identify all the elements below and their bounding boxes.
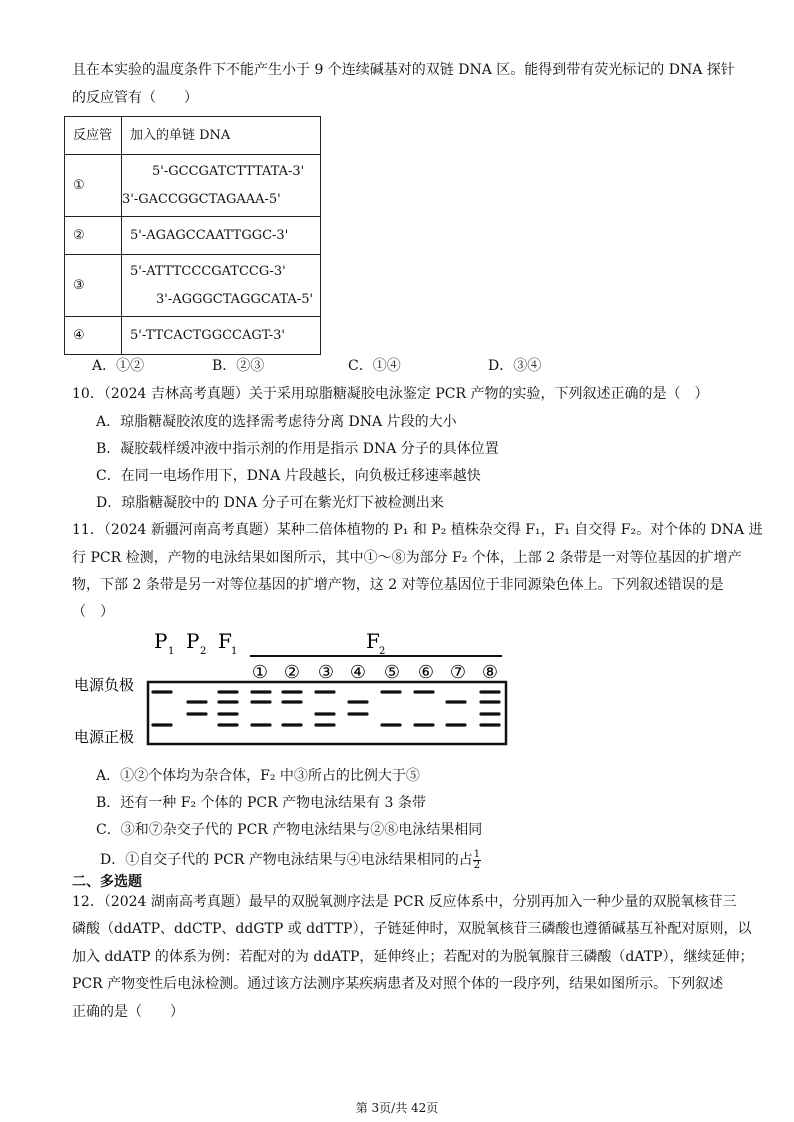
p2-label: P (186, 629, 200, 653)
q10-stem: 10．（2024 吉林高考真题）关于采用琼脂糖凝胶电泳鉴定 PCR 产物的实验，下列叙述正确的是（ ） (72, 386, 709, 402)
lane-number-label: ② (283, 662, 301, 683)
lane-number-label: ⑧ (481, 662, 499, 683)
lane-number-label: ⑥ (417, 662, 435, 683)
q9-option-d: D．③④ (488, 358, 542, 374)
table-cell-seq: 3'-AGGGCTAGGCATA-5' (156, 291, 314, 307)
table-cell-tube: ④ (65, 317, 122, 355)
intro-line-1: 且在本实验的温度条件下不能产生小于 9 个连续碱基对的双链 DNA 区。能得到带有荧光标记的 DNA 探针 (72, 62, 735, 78)
q11-option-d (100, 846, 481, 874)
table-header-tube: 反应管 (65, 117, 122, 155)
electrophoresis-figure (70, 626, 520, 758)
lane-number-label: ① (251, 662, 269, 683)
q10-option-a: A．琼脂糖凝胶浓度的选择需考虑待分离 DNA 片段的大小 (96, 414, 457, 430)
q12-line: 正确的是（ ） (72, 1004, 184, 1020)
q10-option-c: C．在同一电场作用下，DNA 片段越长，向负极迁移速率越快 (96, 468, 481, 484)
q12-line: PCR 产物变性后电泳检测。通过该方法测序某疾病患者及对照个体的一段序列，结果如图所示。下列叙述 (72, 976, 724, 992)
f2-subscript: 2 (379, 646, 386, 657)
p2-subscript: 2 (200, 646, 207, 657)
q11-option-a: A．①②个体均为杂合体，F₂ 中③所占的比例大于⑤ (96, 768, 420, 784)
fraction-numerator: 1 (473, 848, 481, 860)
table-cell-tube: ③ (65, 255, 122, 317)
intro-line-2: 的反应管有（ ） (72, 90, 198, 106)
q9-option-c: C．①④ (348, 358, 401, 374)
table-cell-tube: ① (65, 155, 122, 217)
table-cell-tube: ② (65, 217, 122, 255)
q10-option-d: D．琼脂糖凝胶中的 DNA 分子可在紫光灯下被检测出来 (96, 495, 444, 511)
q9-option-b: B．②③ (212, 358, 265, 374)
table-cell-seq: 3'-GACCGGCTAGAAA-5' (122, 191, 281, 207)
page-footer: 第 3页/共 42页 (355, 1101, 439, 1115)
q12-line: 加入 ddATP 的体系为例：若配对的为 ddATP，延伸终止；若配对的为脱氧腺苷三磷酸（dATP），继续延伸； (72, 949, 754, 965)
q11-option-c: C．③和⑦杂交子代的 PCR 产物电泳结果与②⑧电泳结果相同 (96, 822, 483, 838)
q11-stem-line: 物，下部 2 条带是另一对等位基因的扩增产物，这 2 对等位基因位于非同源染色体上。下列叙述错误的是 (72, 577, 724, 593)
q11-stem-line: 行 PCR 检测，产物的电泳结果如图所示，其中①～⑧为部分 F₂ 个体，上部 2 条带是一对等位基因的扩增产 (72, 550, 742, 566)
q11-option-d-text: D．①自交子代的 PCR 产物电泳结果与④电泳结果相同的占 (100, 852, 473, 868)
q10-option-b: B．凝胶载样缓冲液中指示剂的作用是指示 DNA 分子的具体位置 (96, 441, 499, 457)
positive-pole-label: 电源正极 (74, 728, 135, 746)
p1-subscript: 1 (168, 646, 175, 657)
negative-pole-label: 电源负极 (74, 676, 135, 694)
q11-stem-line: （ ） (72, 604, 114, 620)
table-cell-seq: 5'-AGAGCCAATTGGC-3' (130, 227, 289, 243)
q12-line: 磷酸（ddATP、ddCTP、ddGTP 或 ddTTP），子链延伸时，双脱氧核苷三磷酸也遵循碱基互补配对原则，以 (72, 921, 752, 937)
table-cell-seq: 5'-GCCGATCTTTATA-3' (152, 163, 305, 179)
q9-option-a: A．①② (92, 358, 145, 374)
table-cell-seq: 5'-ATTTCCCGATCCG-3' (130, 263, 286, 279)
lane-number-label: ③ (317, 662, 335, 683)
fraction (473, 850, 481, 871)
q11-stem-line: 11．（2024 新疆河南高考真题）某种二倍体植物的 P₁ 和 P₂ 植株杂交得 F₁，F₁ 自交得 F₂。对个体的 DNA 进 (72, 522, 763, 538)
table-cell-seq: 5'-TTCACTGGCCAGT-3' (130, 327, 285, 343)
f2-label: F (366, 629, 380, 653)
lane-number-label: ⑤ (383, 662, 401, 683)
lane-number-label: ⑦ (449, 662, 467, 683)
fraction-denominator: 2 (473, 859, 481, 871)
q11-option-b: B．还有一种 F₂ 个体的 PCR 产物电泳结果有 3 条带 (96, 795, 426, 811)
lane-number-label: ④ (349, 662, 367, 683)
f1-subscript: 1 (231, 646, 238, 657)
reaction-table (64, 116, 321, 355)
p1-label: P (154, 629, 168, 653)
f1-label: F (218, 629, 232, 653)
section-heading-multi-choice: 二、多选题 (72, 874, 142, 890)
q12-line: 12．（2024 湖南高考真题）最早的双脱氧测序法是 PCR 反应体系中，分别再加入一种少量的双脱氧核苷三 (72, 894, 737, 910)
table-header-dna: 加入的单链 DNA (122, 117, 321, 155)
